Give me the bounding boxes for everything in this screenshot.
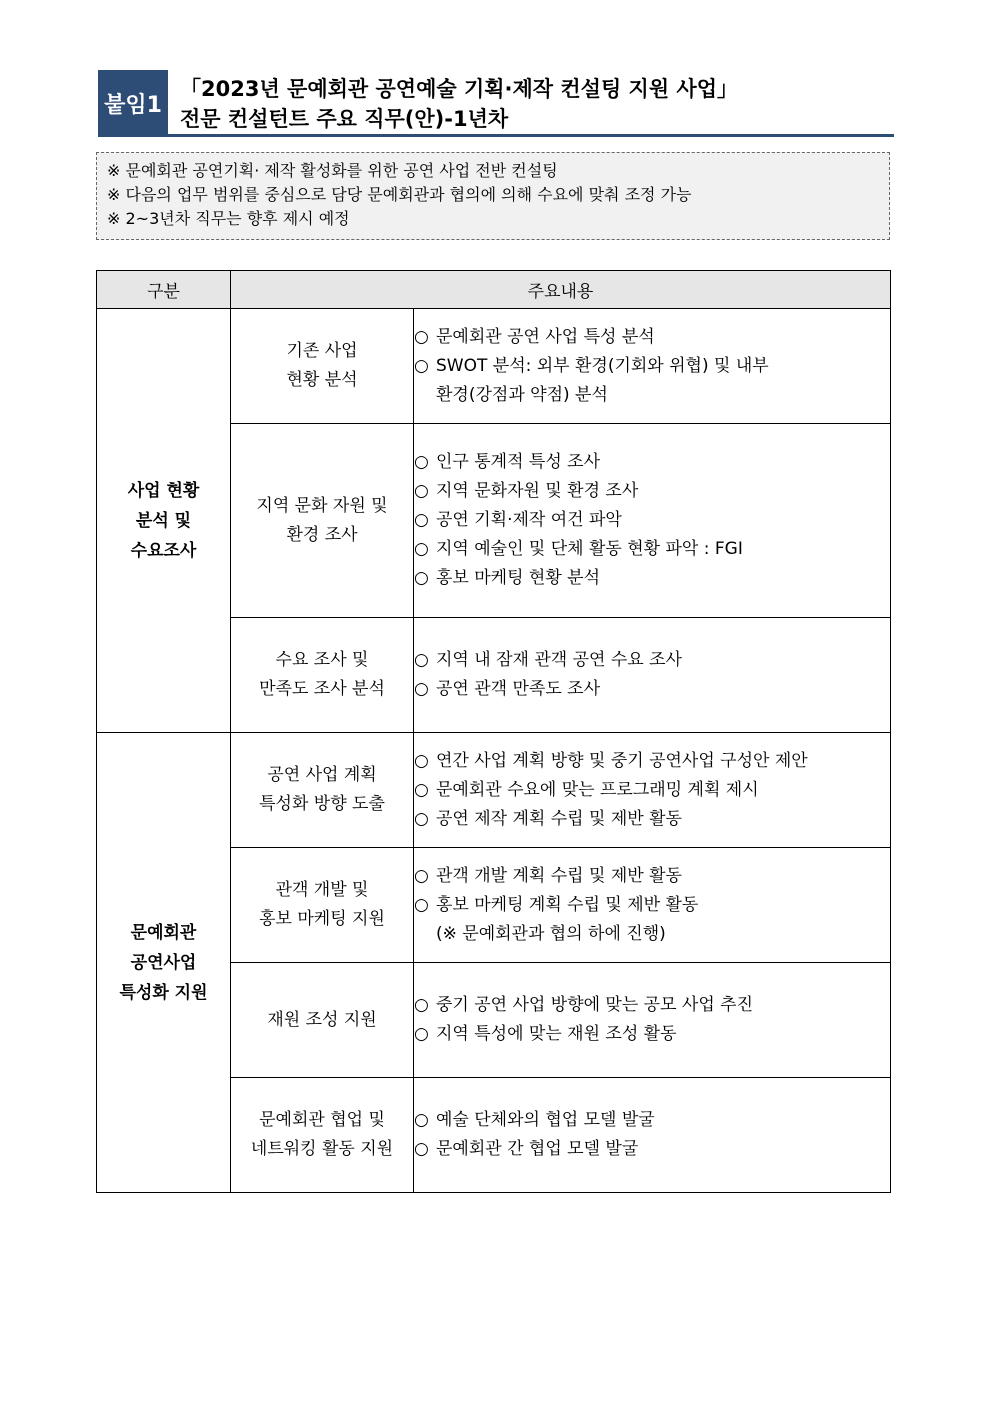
- subcategory-cell: [231, 309, 414, 424]
- category-label: 분석 및: [135, 510, 192, 531]
- item-text: 지역 예술인 및 단체 활동 현황 파악 : FGI: [436, 539, 743, 559]
- list-item: [414, 891, 890, 920]
- bullet-icon: ○: [414, 510, 429, 530]
- bullet-icon: ○: [414, 326, 429, 347]
- bullet-icon: ○: [414, 650, 429, 670]
- list-item: [414, 1135, 890, 1164]
- subcategory-label: 문예회관 협업 및: [259, 1110, 385, 1130]
- item-text: 공연 제작 계획 수립 및 제반 활동: [436, 808, 682, 829]
- column-header-content: 주요내용: [231, 271, 891, 309]
- list-item: [414, 564, 890, 593]
- item-text: 홍보 마케팅 계획 수립 및 제반 활동: [436, 894, 699, 915]
- item-text: 공연 기획·제작 여건 파악: [436, 510, 622, 530]
- items-cell: [414, 618, 891, 733]
- bullet-icon: ○: [414, 779, 429, 800]
- bullet-icon: ○: [414, 1024, 429, 1044]
- items-cell: [414, 309, 891, 424]
- attachment-badge: 붙임1: [98, 70, 168, 136]
- table-body: [97, 309, 891, 1193]
- subcategory-cell: [231, 733, 414, 848]
- item-text: 지역 내 잠재 관객 공연 수요 조사: [436, 650, 682, 670]
- list-item: [414, 535, 890, 564]
- category-cell: [97, 733, 231, 1193]
- list-item: [414, 323, 890, 352]
- subcategory-label: 네트워킹 활동 지원: [250, 1139, 394, 1159]
- bullet-icon: ○: [414, 808, 429, 829]
- notes-box: [96, 152, 890, 240]
- bullet-icon: ○: [414, 750, 429, 771]
- item-text: 연간 사업 계획 방향 및 중기 공연사업 구성안 제안: [436, 750, 808, 771]
- list-item: [414, 477, 890, 506]
- subcategory-label: 환경 조사: [286, 524, 358, 545]
- item-text: 중기 공연 사업 방향에 맞는 공모 사업 추진: [436, 995, 754, 1015]
- title-underline: [98, 134, 894, 137]
- list-item: [414, 1106, 890, 1135]
- item-text: SWOT 분석: 외부 환경(기회와 위협) 및 내부: [436, 355, 769, 376]
- subcategory-label: 관객 개발 및: [275, 880, 369, 900]
- note-line: ※ 2~3년차 직무는 향후 제시 예정: [107, 209, 350, 228]
- subcategory-label: 특성화 방향 도출: [259, 794, 385, 814]
- subcategory-label: 기존 사업: [286, 341, 358, 361]
- category-cell: [97, 309, 231, 733]
- title-line-1: 「2023년 문예회관 공연예술 기획·제작 컨설팅 지원 사업」: [180, 77, 739, 101]
- bullet-icon: ○: [414, 539, 429, 559]
- list-item: [414, 506, 890, 535]
- item-text: 홍보 마케팅 현황 분석: [436, 568, 601, 588]
- list-item: [414, 646, 890, 675]
- subcategory-label: 현황 분석: [286, 370, 358, 390]
- subcategory-cell: [231, 1078, 414, 1193]
- bullet-icon: ○: [414, 995, 429, 1015]
- subcategory-cell: [231, 618, 414, 733]
- duties-table: [96, 270, 891, 1193]
- item-text: 문예회관 간 협업 모델 발굴: [436, 1139, 639, 1159]
- item-text: 문예회관 수요에 맞는 프로그래밍 계획 제시: [436, 779, 759, 800]
- bullet-icon: ○: [414, 568, 429, 588]
- items-cell: [414, 963, 891, 1078]
- subcategory-cell: [231, 963, 414, 1078]
- category-label: 특성화 지원: [119, 982, 208, 1003]
- bullet-icon: ○: [414, 865, 429, 886]
- items-cell: [414, 1078, 891, 1193]
- note-line: ※ 문예회관 공연기획· 제작 활성화를 위한 공연 사업 전반 컨설팅: [107, 161, 558, 180]
- items-cell: [414, 848, 891, 963]
- item-text: 공연 관객 만족도 조사: [436, 679, 601, 699]
- item-text: 지역 특성에 맞는 재원 조성 활동: [436, 1024, 677, 1044]
- bullet-icon: ○: [414, 355, 429, 376]
- bullet-icon: ○: [414, 894, 429, 915]
- table-header-row: [97, 271, 891, 309]
- item-text: 관객 개발 계획 수립 및 제반 활동: [436, 865, 682, 886]
- table-row: [97, 733, 891, 848]
- item-text: 지역 문화자원 및 환경 조사: [436, 481, 639, 501]
- item-text: 예술 단체와의 협업 모델 발굴: [436, 1110, 655, 1130]
- subcategory-label: 공연 사업 계획: [267, 765, 377, 785]
- bullet-icon: ○: [414, 481, 429, 501]
- list-item: [414, 862, 890, 891]
- subcategory-cell: [231, 848, 414, 963]
- list-item: [414, 805, 890, 834]
- title-line-2: 전문 컨설턴트 주요 직무(안)-1년차: [180, 107, 509, 131]
- list-item: [414, 747, 890, 776]
- item-text: 문예회관 공연 사업 특성 분석: [436, 326, 655, 347]
- list-item: [414, 448, 890, 477]
- bullet-icon: ○: [414, 1110, 429, 1130]
- subcategory-cell: [231, 424, 414, 618]
- category-label: 수요조사: [130, 540, 197, 561]
- list-item: [414, 675, 890, 704]
- category-label: 문예회관: [130, 922, 197, 943]
- document-title: [180, 74, 738, 134]
- list-item: [414, 776, 890, 805]
- column-header-category: 구분: [97, 271, 231, 309]
- category-label: 사업 현황: [127, 480, 200, 501]
- bullet-icon: ○: [414, 679, 429, 699]
- items-cell: [414, 733, 891, 848]
- table-row: [97, 309, 891, 424]
- subcategory-label: 재원 조성 지원: [267, 1009, 377, 1030]
- subcategory-label: 수요 조사 및: [275, 650, 369, 670]
- bullet-icon: ○: [414, 1139, 429, 1159]
- subcategory-label: 홍보 마케팅 지원: [259, 909, 385, 929]
- item-continuation: 환경(강점과 약점) 분석: [436, 384, 608, 405]
- note-line: ※ 다음의 업무 범위를 중심으로 담당 문예회관과 협의에 의해 수요에 맞춰 조정 가능: [107, 185, 692, 204]
- bullet-icon: ○: [414, 452, 429, 472]
- subcategory-label: 만족도 조사 분석: [259, 679, 385, 699]
- list-item: [414, 1020, 890, 1049]
- category-label: 공연사업: [130, 952, 197, 973]
- subcategory-label: 지역 문화 자원 및: [256, 495, 388, 516]
- items-cell: [414, 424, 891, 618]
- list-item: [414, 352, 890, 381]
- item-text: 인구 통계적 특성 조사: [436, 452, 601, 472]
- list-item: [414, 991, 890, 1020]
- item-continuation: (※ 문예회관과 협의 하에 진행): [436, 923, 666, 944]
